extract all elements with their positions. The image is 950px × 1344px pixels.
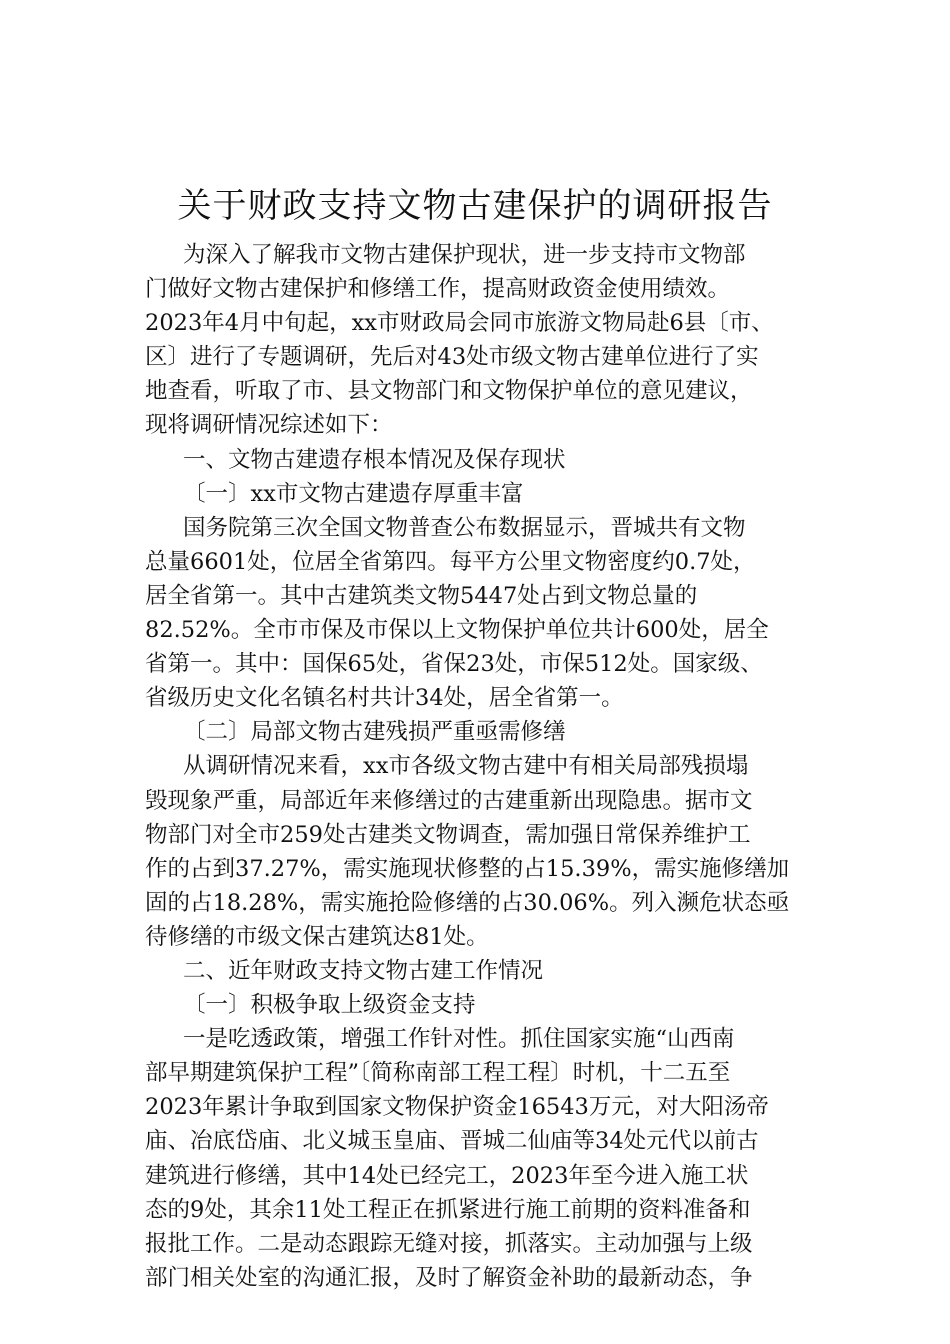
text-line: 国务院第三次全国文物普查公布数据显示，晋城共有文物	[183, 514, 746, 541]
text-line: 部门相关处室的沟通汇报，及时了解资金补助的最新动态，争	[145, 1264, 753, 1291]
text-line: 省第一。其中：国保65处，省保23处，市保512处。国家级、	[145, 651, 763, 678]
text-line: 为深入了解我市文物古建保护现状，进一步支持市文物部	[183, 242, 746, 268]
text-line: 部早期建筑保护工程”〔简称南部工程工程〕时机，十二五至	[145, 1060, 731, 1087]
text-line: 地查看，听取了市、县文物部门和文物保护单位的意见建议，	[145, 378, 753, 405]
text-line: 2023年4月中旬起，xx市财政局会同市旅游文物局赴6县〔市、	[145, 310, 774, 337]
text-line: 态的9处，其余11处工程正在抓紧进行施工前期的资料准备和	[145, 1196, 751, 1223]
text-line: 〔一〕xx市文物古建遗存厚重丰富	[183, 480, 524, 507]
text-line: 报批工作。二是动态跟踪无缝对接，抓落实。主动加强与上级	[145, 1230, 753, 1257]
text-line: 〔一〕积极争取上级资金支持	[183, 992, 476, 1019]
text-line: 82.52%。全市市保及市保以上文物保护单位共计600处，居全	[145, 617, 769, 644]
text-line: 居全省第一。其中古建筑类文物5447处占到文物总量的	[145, 582, 698, 609]
text-line: 现将调研情况综述如下：	[145, 412, 393, 439]
text-line: 一、文物古建遗存根本情况及保存现状	[183, 446, 566, 473]
text-line: 从调研情况来看，xx市各级文物古建中有相关局部残损塌	[183, 753, 749, 780]
text-line: 区〕进行了专题调研，先后对43处市级文物古建单位进行了实	[145, 344, 759, 371]
text-line: 省级历史文化名镇名村共计34处，居全省第一。	[145, 685, 624, 712]
text-line: 2023年累计争取到国家文物保护资金16543万元，对大阳汤帝	[145, 1094, 769, 1121]
text-line: 物部门对全市259处古建类文物调查，需加强日常保养维护工	[145, 821, 751, 848]
document-body	[145, 238, 835, 1295]
text-line: 固的占18.28%，需实施抢险修缮的占30.06%。列入濒危状态亟	[145, 889, 790, 916]
text-line: 作的占到37.27%，需实施现状修整的占15.39%，需实施修缮加	[145, 855, 790, 882]
text-line: 总量6601处，位居全省第四。每平方公里文物密度约0.7处，	[145, 548, 756, 575]
text-line: 待修缮的市级文保古建筑达81处。	[145, 923, 489, 950]
text-line: 门做好文物古建保护和修缮工作，提高财政资金使用绩效。	[145, 276, 731, 303]
text-line: 二、近年财政支持文物古建工作情况	[183, 957, 544, 984]
text-line: 〔二〕局部文物古建残损严重亟需修缮	[183, 719, 566, 746]
text-line: 毁现象严重，局部近年来修缮过的古建重新出现隐患。据市文	[145, 787, 753, 814]
text-line: 一是吃透政策，增强工作针对性。抓住国家实施“山西南	[183, 1026, 735, 1053]
text-line: 庙、冶底岱庙、北义城玉皇庙、晋城二仙庙等34处元代以前古	[145, 1128, 759, 1155]
text-line: 建筑进行修缮，其中14处已经完工，2023年至今进入施工状	[145, 1162, 749, 1189]
document-title: 关于财政支持文物古建保护的调研报告	[177, 186, 773, 226]
